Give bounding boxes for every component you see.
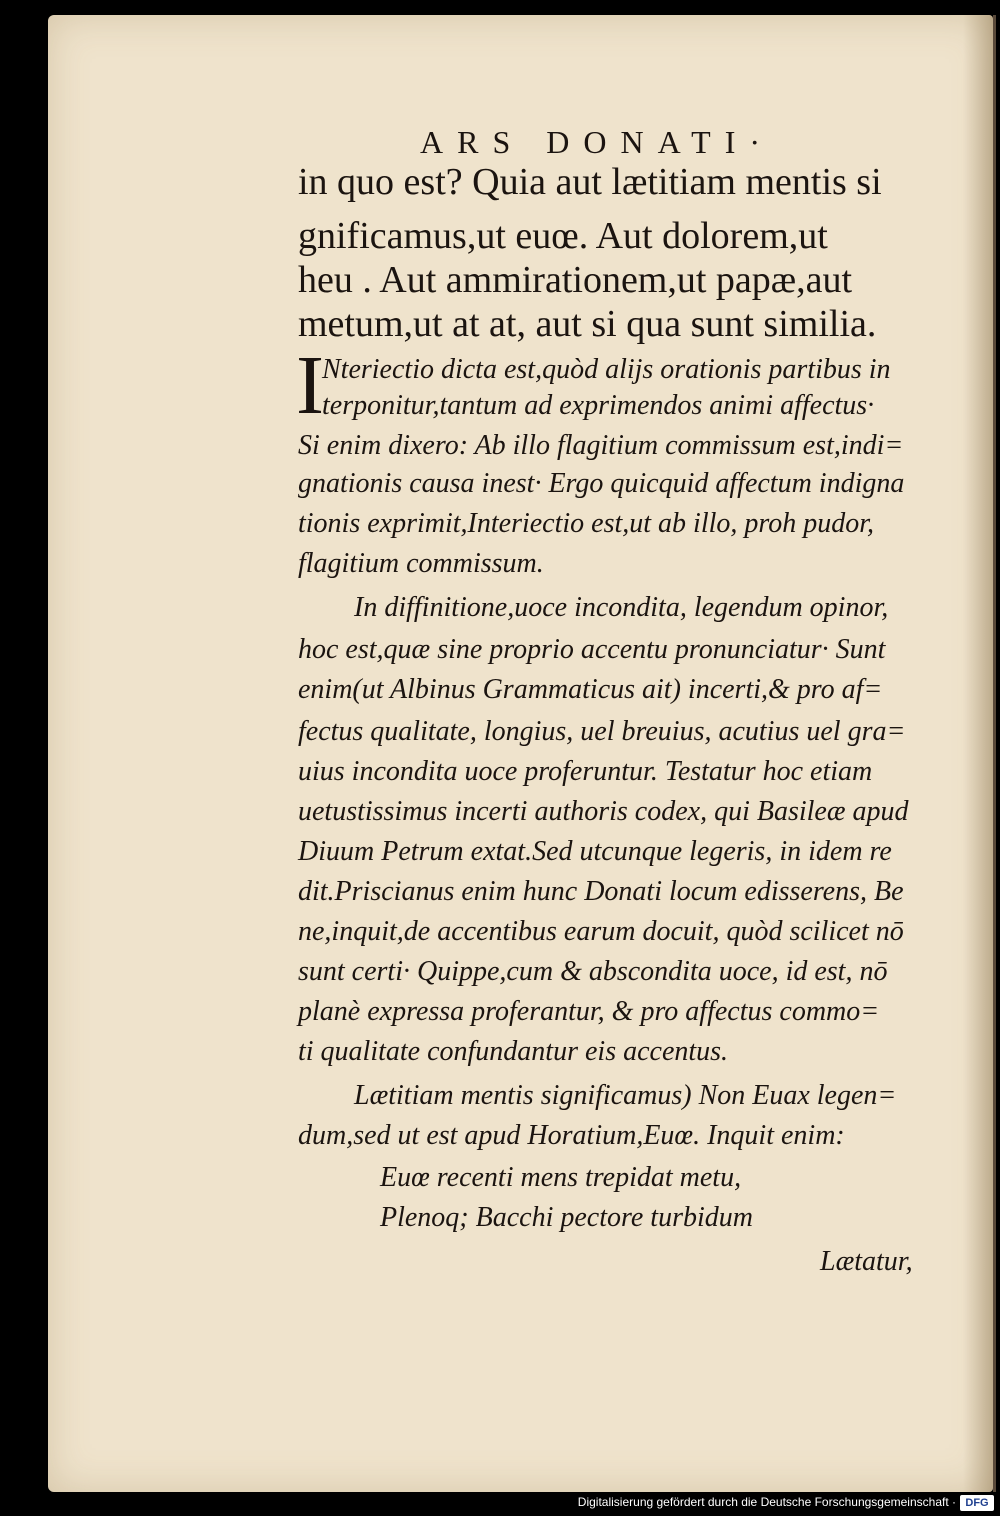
commentary-line: Diuum Petrum extat.Sed utcunque legeris, in idem re	[298, 836, 892, 867]
commentary-line: Si enim dixero: Ab illo flagitium commissum est,indi=	[298, 430, 904, 461]
commentary-line: terponitur,tantum ad exprimendos animi affectus·	[322, 390, 875, 421]
text-line: metum,ut at at, aut si qua sunt similia.	[298, 303, 877, 345]
commentary-line: tionis exprimit,Interiectio est,ut ab illo, proh pudor,	[298, 508, 875, 539]
text-line: in quo est? Quia aut lætitiam mentis si	[298, 161, 882, 203]
commentary-line: planè expressa proferantur, & pro affectus commo=	[298, 996, 880, 1027]
dfg-logo: DFG	[960, 1495, 994, 1511]
verse-line: Euœ recenti mens trepidat metu,	[380, 1162, 742, 1193]
page-edge	[993, 15, 996, 1492]
commentary-line: fectus qualitate, longius, uel breuius, acutius uel gra=	[298, 716, 906, 747]
running-title: ARS DONATI·	[420, 124, 774, 160]
text-line: gnificamus,ut euœ. Aut dolorem,ut	[298, 215, 828, 257]
commentary-line: In diffinitione,uoce incondita, legendum opinor,	[354, 592, 889, 623]
verse-line: Plenoq; Bacchi pectore turbidum	[380, 1202, 753, 1233]
commentary-line: ti qualitate confundantur eis accentus.	[298, 1036, 729, 1067]
commentary-line: uius incondita uoce proferuntur. Testatur hoc etiam	[298, 756, 873, 787]
commentary-line: ne,inquit,de accentibus earum docuit, quòd scilicet nō	[298, 916, 904, 947]
commentary-line: dit.Priscianus enim hunc Donati locum edisserens, Be	[298, 876, 904, 907]
funding-credit: Digitalisierung gefördert durch die Deutsche Forschungsgemeinschaft ·	[577, 1495, 956, 1509]
drop-capital: I	[296, 339, 324, 432]
commentary-line: Nteriectio dicta est,quòd alijs orationis partibus in	[322, 354, 891, 385]
commentary-line: Lætitiam mentis significamus) Non Euax legen=	[354, 1080, 897, 1111]
commentary-line: enim(ut Albinus Grammaticus ait) incerti,& pro af=	[298, 674, 883, 705]
commentary-line: uetustissimus incerti authoris codex, qui Basileæ apud	[298, 796, 909, 827]
commentary-line: hoc est,quæ sine proprio accentu pronunciatur· Sunt	[298, 634, 886, 665]
commentary-line: gnationis causa inest· Ergo quicquid affectum indigna	[298, 468, 905, 499]
footer-bar	[0, 1492, 1000, 1516]
catchword: Lætatur,	[820, 1246, 913, 1277]
commentary-line: flagitium commissum.	[298, 548, 544, 579]
commentary-line: sunt certi· Quippe,cum & abscondita uoce, id est, nō	[298, 956, 888, 987]
commentary-line: dum,sed ut est apud Horatium,Euœ. Inquit enim:	[298, 1120, 845, 1151]
text-line: heu . Aut ammirationem,ut papæ,aut	[298, 259, 853, 301]
